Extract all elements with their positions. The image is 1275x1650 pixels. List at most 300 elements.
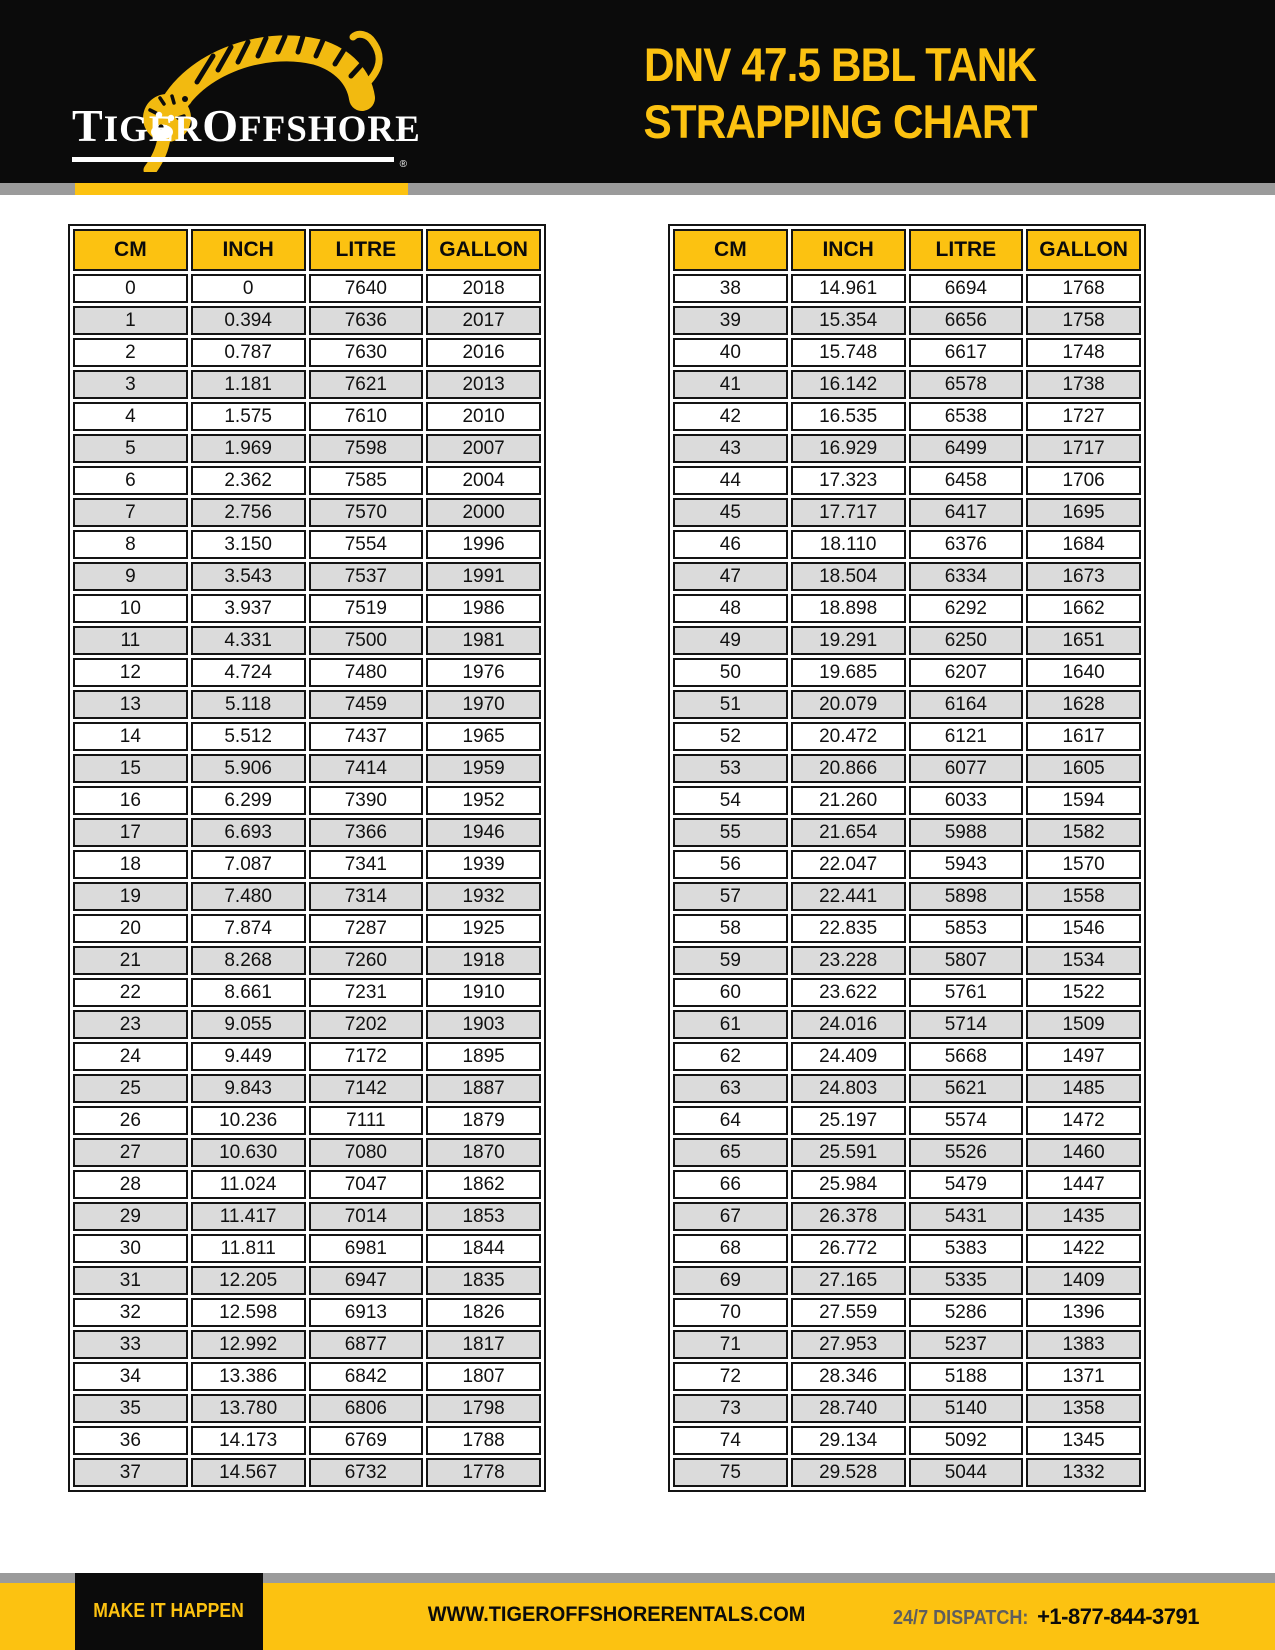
table-cell: 5335 <box>909 1266 1024 1295</box>
table-cell: 6877 <box>309 1330 424 1359</box>
table-cell: 12 <box>73 658 188 687</box>
strapping-table-right <box>668 224 1146 1492</box>
table-cell: 2.362 <box>191 466 306 495</box>
table-cell: 5044 <box>909 1458 1024 1487</box>
page-title-line2: STRAPPING CHART <box>643 95 1037 148</box>
table-row <box>673 690 1141 719</box>
table-cell: 25.591 <box>791 1138 906 1167</box>
table-cell: 1807 <box>426 1362 541 1391</box>
table-cell: 15.748 <box>791 338 906 367</box>
table-row <box>673 306 1141 335</box>
table-cell: 1447 <box>1026 1170 1141 1199</box>
table-cell: 14.173 <box>191 1426 306 1455</box>
table-cell: 1991 <box>426 562 541 591</box>
table-cell: 9.843 <box>191 1074 306 1103</box>
table-cell: 17 <box>73 818 188 847</box>
table-cell: 5431 <box>909 1202 1024 1231</box>
table-cell: 1853 <box>426 1202 541 1231</box>
table-cell: 14.961 <box>791 274 906 303</box>
table-row <box>673 946 1141 975</box>
table-cell: 39 <box>673 306 788 335</box>
column-header-litre: LITRE <box>309 229 424 271</box>
table-cell: 10 <box>73 594 188 623</box>
table-cell: 1946 <box>426 818 541 847</box>
table-cell: 12.598 <box>191 1298 306 1327</box>
table-row <box>673 1234 1141 1263</box>
table-cell: 6458 <box>909 466 1024 495</box>
table-cell: 21.654 <box>791 818 906 847</box>
table-cell: 6769 <box>309 1426 424 1455</box>
table-cell: 34 <box>73 1362 188 1391</box>
table-cell: 7341 <box>309 850 424 879</box>
table-row <box>73 882 541 911</box>
table-cell: 1.969 <box>191 434 306 463</box>
table-cell: 53 <box>673 754 788 783</box>
table-cell: 3 <box>73 370 188 399</box>
table-cell: 1788 <box>426 1426 541 1455</box>
table-cell: 62 <box>673 1042 788 1071</box>
table-cell: 12.992 <box>191 1330 306 1359</box>
table-cell: 1879 <box>426 1106 541 1135</box>
table-row <box>73 914 541 943</box>
table-cell: 1976 <box>426 658 541 687</box>
table-row <box>73 530 541 559</box>
table-cell: 59 <box>673 946 788 975</box>
table-cell: 7585 <box>309 466 424 495</box>
table-cell: 35 <box>73 1394 188 1423</box>
table-cell: 7390 <box>309 786 424 815</box>
table-cell: 1835 <box>426 1266 541 1295</box>
table-cell: 7570 <box>309 498 424 527</box>
table-row <box>73 1138 541 1167</box>
page-title <box>570 36 1110 150</box>
table-cell: 1778 <box>426 1458 541 1487</box>
table-cell: 1959 <box>426 754 541 783</box>
table-cell: 1981 <box>426 626 541 655</box>
table-row <box>73 1426 541 1455</box>
table-cell: 1925 <box>426 914 541 943</box>
table-row <box>73 434 541 463</box>
table-cell: 6077 <box>909 754 1024 783</box>
table-row <box>73 1458 541 1487</box>
table-cell: 7.480 <box>191 882 306 911</box>
table-cell: 69 <box>673 1266 788 1295</box>
table-cell: 7500 <box>309 626 424 655</box>
table-cell: 1986 <box>426 594 541 623</box>
table-cell: 5807 <box>909 946 1024 975</box>
table-cell: 20 <box>73 914 188 943</box>
table-cell: 30 <box>73 1234 188 1263</box>
table-cell: 43 <box>673 434 788 463</box>
table-row <box>673 1010 1141 1039</box>
table-cell: 7480 <box>309 658 424 687</box>
table-cell: 26 <box>73 1106 188 1135</box>
table-cell: 6.693 <box>191 818 306 847</box>
column-header-gallon: GALLON <box>426 229 541 271</box>
table-cell: 7111 <box>309 1106 424 1135</box>
table-row <box>73 1362 541 1391</box>
table-cell: 1.575 <box>191 402 306 431</box>
table-cell: 6913 <box>309 1298 424 1327</box>
table-cell: 28.346 <box>791 1362 906 1391</box>
table-cell: 54 <box>673 786 788 815</box>
table-cell: 1965 <box>426 722 541 751</box>
table-cell: 1798 <box>426 1394 541 1423</box>
table-cell: 1903 <box>426 1010 541 1039</box>
table-cell: 5.118 <box>191 690 306 719</box>
table-cell: 1534 <box>1026 946 1141 975</box>
table-cell: 4 <box>73 402 188 431</box>
table-cell: 6121 <box>909 722 1024 751</box>
table-cell: 1628 <box>1026 690 1141 719</box>
table-row <box>73 274 541 303</box>
table-cell: 61 <box>673 1010 788 1039</box>
table-cell: 1706 <box>1026 466 1141 495</box>
table-row <box>73 1266 541 1295</box>
table-cell: 32 <box>73 1298 188 1327</box>
table-cell: 52 <box>673 722 788 751</box>
table-cell: 11.024 <box>191 1170 306 1199</box>
table-cell: 1932 <box>426 882 541 911</box>
table-cell: 28 <box>73 1170 188 1199</box>
table-cell: 24.803 <box>791 1074 906 1103</box>
table-cell: 50 <box>673 658 788 687</box>
table-cell: 17.323 <box>791 466 906 495</box>
table-cell: 8.268 <box>191 946 306 975</box>
table-cell: 6842 <box>309 1362 424 1391</box>
table-cell: 42 <box>673 402 788 431</box>
table-cell: 1371 <box>1026 1362 1141 1391</box>
table-cell: 65 <box>673 1138 788 1167</box>
table-cell: 2016 <box>426 338 541 367</box>
table-row <box>73 658 541 687</box>
table-row <box>673 1298 1141 1327</box>
table-cell: 22.441 <box>791 882 906 911</box>
table-cell: 6806 <box>309 1394 424 1423</box>
table-cell: 1695 <box>1026 498 1141 527</box>
table-cell: 2.756 <box>191 498 306 527</box>
table-cell: 41 <box>673 370 788 399</box>
table-cell: 6538 <box>909 402 1024 431</box>
table-cell: 1472 <box>1026 1106 1141 1135</box>
table-cell: 1738 <box>1026 370 1141 399</box>
table-row <box>673 786 1141 815</box>
table-cell: 1895 <box>426 1042 541 1071</box>
table-cell: 45 <box>673 498 788 527</box>
table-row <box>73 1394 541 1423</box>
table-cell: 11.417 <box>191 1202 306 1231</box>
table-row <box>73 338 541 367</box>
table-cell: 7537 <box>309 562 424 591</box>
table-cell: 0.787 <box>191 338 306 367</box>
table-cell: 5621 <box>909 1074 1024 1103</box>
table-cell: 5286 <box>909 1298 1024 1327</box>
table-cell: 9.449 <box>191 1042 306 1071</box>
table-row <box>673 338 1141 367</box>
table-cell: 6.299 <box>191 786 306 815</box>
table-cell: 49 <box>673 626 788 655</box>
table-row <box>673 658 1141 687</box>
table-row <box>673 1138 1141 1167</box>
table-cell: 6164 <box>909 690 1024 719</box>
table-cell: 2 <box>73 338 188 367</box>
table-cell: 1768 <box>1026 274 1141 303</box>
table-cell: 7366 <box>309 818 424 847</box>
table-cell: 5526 <box>909 1138 1024 1167</box>
table-cell: 38 <box>673 274 788 303</box>
table-row <box>673 1042 1141 1071</box>
table-cell: 5943 <box>909 850 1024 879</box>
table-header-row <box>73 229 541 271</box>
table-cell: 46 <box>673 530 788 559</box>
header-divider-accent <box>75 183 408 195</box>
table-cell: 1435 <box>1026 1202 1141 1231</box>
table-row <box>73 786 541 815</box>
tiger-offshore-logo <box>72 20 421 172</box>
table-cell: 1952 <box>426 786 541 815</box>
table-row <box>73 978 541 1007</box>
table-row <box>73 1330 541 1359</box>
table-cell: 19 <box>73 882 188 911</box>
table-cell: 24.016 <box>791 1010 906 1039</box>
table-cell: 7260 <box>309 946 424 975</box>
table-cell: 6334 <box>909 562 1024 591</box>
table-cell: 72 <box>673 1362 788 1391</box>
table-cell: 1684 <box>1026 530 1141 559</box>
table-cell: 29.134 <box>791 1426 906 1455</box>
table-cell: 13.386 <box>191 1362 306 1391</box>
table-cell: 1817 <box>426 1330 541 1359</box>
table-row <box>73 1042 541 1071</box>
table-cell: 22.047 <box>791 850 906 879</box>
table-cell: 1594 <box>1026 786 1141 815</box>
table-cell: 11 <box>73 626 188 655</box>
table-cell: 15.354 <box>791 306 906 335</box>
table-cell: 1383 <box>1026 1330 1141 1359</box>
table-cell: 47 <box>673 562 788 591</box>
table-cell: 4.331 <box>191 626 306 655</box>
table-row <box>73 370 541 399</box>
table-cell: 64 <box>673 1106 788 1135</box>
table-cell: 36 <box>73 1426 188 1455</box>
table-cell: 6656 <box>909 306 1024 335</box>
table-cell: 20.866 <box>791 754 906 783</box>
table-cell: 56 <box>673 850 788 879</box>
table-cell: 1717 <box>1026 434 1141 463</box>
table-cell: 7142 <box>309 1074 424 1103</box>
table-row <box>673 530 1141 559</box>
table-cell: 6207 <box>909 658 1024 687</box>
table-cell: 1727 <box>1026 402 1141 431</box>
table-cell: 7202 <box>309 1010 424 1039</box>
table-row <box>673 818 1141 847</box>
table-cell: 75 <box>673 1458 788 1487</box>
table-cell: 2013 <box>426 370 541 399</box>
table-row <box>673 722 1141 751</box>
table-cell: 1826 <box>426 1298 541 1327</box>
table-cell: 27.953 <box>791 1330 906 1359</box>
table-row <box>673 434 1141 463</box>
table-cell: 71 <box>673 1330 788 1359</box>
table-row <box>673 1106 1141 1135</box>
dispatch-phone-number[interactable]: +1-877-844-3791 <box>1037 1604 1199 1629</box>
table-cell: 7414 <box>309 754 424 783</box>
table-row <box>73 626 541 655</box>
tagline-box <box>75 1573 263 1650</box>
table-cell: 16.142 <box>791 370 906 399</box>
table-cell: 24 <box>73 1042 188 1071</box>
table-cell: 7080 <box>309 1138 424 1167</box>
table-cell: 1396 <box>1026 1298 1141 1327</box>
table-cell: 1570 <box>1026 850 1141 879</box>
table-row <box>73 466 541 495</box>
table-cell: 6947 <box>309 1266 424 1295</box>
table-cell: 19.685 <box>791 658 906 687</box>
table-row <box>673 594 1141 623</box>
table-cell: 7.874 <box>191 914 306 943</box>
table-row <box>673 1362 1141 1391</box>
table-cell: 25 <box>73 1074 188 1103</box>
table-cell: 1485 <box>1026 1074 1141 1103</box>
table-cell: 5092 <box>909 1426 1024 1455</box>
table-cell: 1887 <box>426 1074 541 1103</box>
table-cell: 5188 <box>909 1362 1024 1391</box>
table-cell: 1497 <box>1026 1042 1141 1071</box>
table-cell: 5479 <box>909 1170 1024 1199</box>
table-row <box>673 850 1141 879</box>
table-cell: 7172 <box>309 1042 424 1071</box>
table-cell: 7640 <box>309 274 424 303</box>
table-cell: 5988 <box>909 818 1024 847</box>
table-row <box>673 370 1141 399</box>
table-row <box>673 1266 1141 1295</box>
table-cell: 1844 <box>426 1234 541 1263</box>
table-cell: 1970 <box>426 690 541 719</box>
table-cell: 26.772 <box>791 1234 906 1263</box>
table-cell: 7.087 <box>191 850 306 879</box>
table-cell: 21 <box>73 946 188 975</box>
logo-word-tiger: TIGER <box>72 100 203 151</box>
table-cell: 1662 <box>1026 594 1141 623</box>
table-cell: 7636 <box>309 306 424 335</box>
table-cell: 23.622 <box>791 978 906 1007</box>
table-cell: 6 <box>73 466 188 495</box>
table-cell: 27.165 <box>791 1266 906 1295</box>
website-link[interactable]: WWW.TIGEROFFSHORERENTALS.COM <box>427 1603 806 1626</box>
table-cell: 5853 <box>909 914 1024 943</box>
table-cell: 23.228 <box>791 946 906 975</box>
table-cell: 68 <box>673 1234 788 1263</box>
table-cell: 3.937 <box>191 594 306 623</box>
table-cell: 25.197 <box>791 1106 906 1135</box>
table-cell: 5898 <box>909 882 1024 911</box>
table-cell: 66 <box>673 1170 788 1199</box>
logo-underline <box>72 157 394 162</box>
table-cell: 1358 <box>1026 1394 1141 1423</box>
table-row <box>73 690 541 719</box>
table-cell: 1 <box>73 306 188 335</box>
table-cell: 26.378 <box>791 1202 906 1231</box>
strapping-table-left <box>68 224 546 1492</box>
table-cell: 7437 <box>309 722 424 751</box>
table-cell: 1332 <box>1026 1458 1141 1487</box>
table-cell: 6033 <box>909 786 1024 815</box>
table-cell: 1605 <box>1026 754 1141 783</box>
table-cell: 6499 <box>909 434 1024 463</box>
table-cell: 5714 <box>909 1010 1024 1039</box>
table-cell: 5.906 <box>191 754 306 783</box>
table-cell: 7 <box>73 498 188 527</box>
table-cell: 1939 <box>426 850 541 879</box>
table-cell: 18.504 <box>791 562 906 591</box>
column-header-cm: CM <box>73 229 188 271</box>
table-row <box>673 402 1141 431</box>
table-cell: 40 <box>673 338 788 367</box>
table-row <box>73 594 541 623</box>
table-row <box>73 722 541 751</box>
table-cell: 1918 <box>426 946 541 975</box>
table-cell: 1345 <box>1026 1426 1141 1455</box>
table-cell: 9.055 <box>191 1010 306 1039</box>
table-cell: 20.472 <box>791 722 906 751</box>
table-cell: 18.898 <box>791 594 906 623</box>
table-cell: 55 <box>673 818 788 847</box>
table-cell: 33 <box>73 1330 188 1359</box>
table-cell: 7314 <box>309 882 424 911</box>
table-cell: 7554 <box>309 530 424 559</box>
table-cell: 74 <box>673 1426 788 1455</box>
table-cell: 16.929 <box>791 434 906 463</box>
table-cell: 10.630 <box>191 1138 306 1167</box>
table-cell: 6981 <box>309 1234 424 1263</box>
table-cell: 14.567 <box>191 1458 306 1487</box>
table-cell: 1996 <box>426 530 541 559</box>
table-cell: 2000 <box>426 498 541 527</box>
table-cell: 29.528 <box>791 1458 906 1487</box>
table-cell: 1651 <box>1026 626 1141 655</box>
table-cell: 13.780 <box>191 1394 306 1423</box>
table-cell: 6376 <box>909 530 1024 559</box>
table-cell: 6292 <box>909 594 1024 623</box>
table-cell: 37 <box>73 1458 188 1487</box>
table-cell: 6417 <box>909 498 1024 527</box>
table-cell: 7047 <box>309 1170 424 1199</box>
table-cell: 7630 <box>309 338 424 367</box>
table-cell: 1748 <box>1026 338 1141 367</box>
table-row <box>673 882 1141 911</box>
table-cell: 5140 <box>909 1394 1024 1423</box>
table-cell: 7287 <box>309 914 424 943</box>
table-cell: 7231 <box>309 978 424 1007</box>
table-cell: 1582 <box>1026 818 1141 847</box>
table-row <box>73 1170 541 1199</box>
table-cell: 70 <box>673 1298 788 1327</box>
table-row <box>673 1170 1141 1199</box>
table-cell: 25.984 <box>791 1170 906 1199</box>
table-cell: 6617 <box>909 338 1024 367</box>
table-cell: 3.543 <box>191 562 306 591</box>
dispatch-label: 24/7 DISPATCH: <box>892 1607 1029 1629</box>
table-row <box>73 850 541 879</box>
table-row <box>673 1458 1141 1487</box>
registered-trademark-symbol: ® <box>399 159 407 170</box>
table-cell: 27.559 <box>791 1298 906 1327</box>
table-cell: 5 <box>73 434 188 463</box>
table-cell: 5383 <box>909 1234 1024 1263</box>
table-cell: 9 <box>73 562 188 591</box>
table-cell: 48 <box>673 594 788 623</box>
column-header-gallon: GALLON <box>1026 229 1141 271</box>
